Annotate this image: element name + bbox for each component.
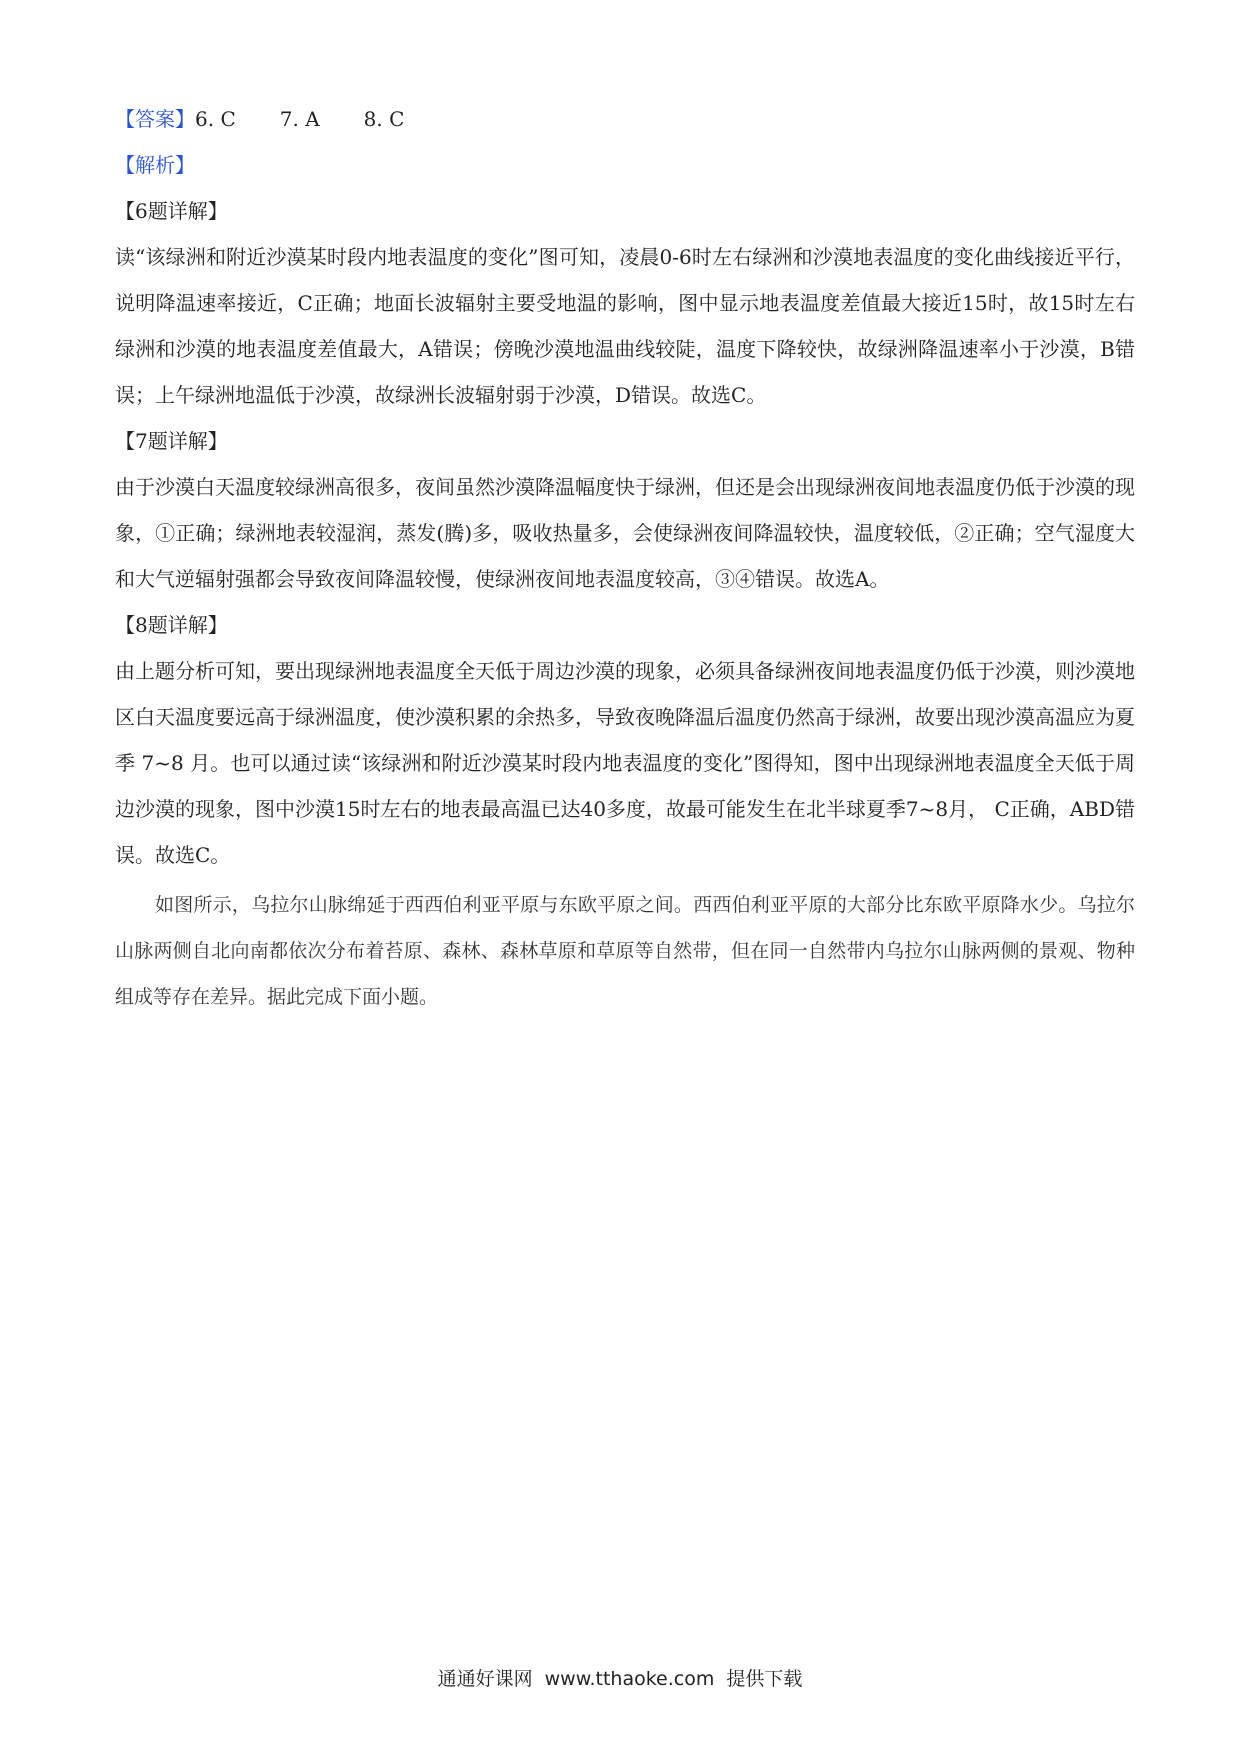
q6-explanation: 读“该绿洲和附近沙漠某时段内地表温度的变化”图可知，凌晨0-6时左右绿洲和沙漠地表温度的变化曲线接近平行，说明降温速率接近，C正确；地面长波辐射主要受地温的影响，图中显示地表温度差值最大接近15时，故15时左右绿洲和沙漠的地表温度差值最大，A错误；傍晚沙漠地温曲线较陡，温度下降较快，故绿洲降温速率小于沙漠，B错误；上午绿洲地温低于沙漠，故绿洲长波辐射弱于沙漠，D错误。故选C。	[115, 245, 1135, 407]
footer-url[interactable]: www.tthaoke.com	[544, 1668, 715, 1690]
page-footer	[0, 1664, 1240, 1691]
q7-explanation: 由于沙漠白天温度较绿洲高很多，夜间虽然沙漠降温幅度快于绿洲，但还是会出现绿洲夜间地表温度仍低于沙漠的现象，①正确；绿洲地表较湿润，蒸发(腾)多，吸收热量多，会使绿洲夜间降温较快，温度较低，②正确；空气湿度大和大气逆辐射强都会导致夜间降温较慢，使绿洲夜间地表温度较高，③④错误。故选A。	[115, 475, 1135, 591]
answer-item-7: 7. A	[279, 107, 320, 131]
answer-label: 【答案】	[115, 107, 195, 131]
footer-suffix: 提供下载	[726, 1668, 803, 1690]
q7-title: 【7题详解】	[115, 429, 228, 453]
answer-item-6: 6. C	[195, 107, 236, 131]
answer-item-8: 8. C	[363, 107, 405, 131]
analysis-label: 【解析】	[115, 153, 195, 177]
reading-passage: 如图所示，乌拉尔山脉绵延于西西伯利亚平原与东欧平原之间。西西伯利亚平原的大部分比东欧平原降水少。乌拉尔山脉两侧自北向南都依次分布着苔原、森林、森林草原和草原等自然带，但在同一自然带内乌拉尔山脉两侧的景观、物种组成等存在差异。据此完成下面小题。	[115, 894, 1135, 1008]
q8-title: 【8题详解】	[115, 613, 228, 637]
q6-title: 【6题详解】	[115, 199, 228, 223]
footer-site-name: 通通好课网	[437, 1668, 533, 1690]
q8-explanation: 由上题分析可知，要出现绿洲地表温度全天低于周边沙漠的现象，必须具备绿洲夜间地表温度仍低于沙漠，则沙漠地区白天温度要远高于绿洲温度，使沙漠积累的余热多，导致夜晚降温后温度仍然高于绿洲，故要出现沙漠高温应为夏季 7~8 月。也可以通过读“该绿洲和附近沙漠某时段内地表温度的变化”图得知，图中出现绿洲地表温度全天低于周边沙漠的现象，图中沙漠15时左右的地表最高温已达40多度，故最可能发生在北半球夏季7~8月， C正确，ABD错误。故选C。	[115, 659, 1135, 867]
answer-line	[115, 96, 1135, 142]
document-body	[115, 96, 1135, 1020]
